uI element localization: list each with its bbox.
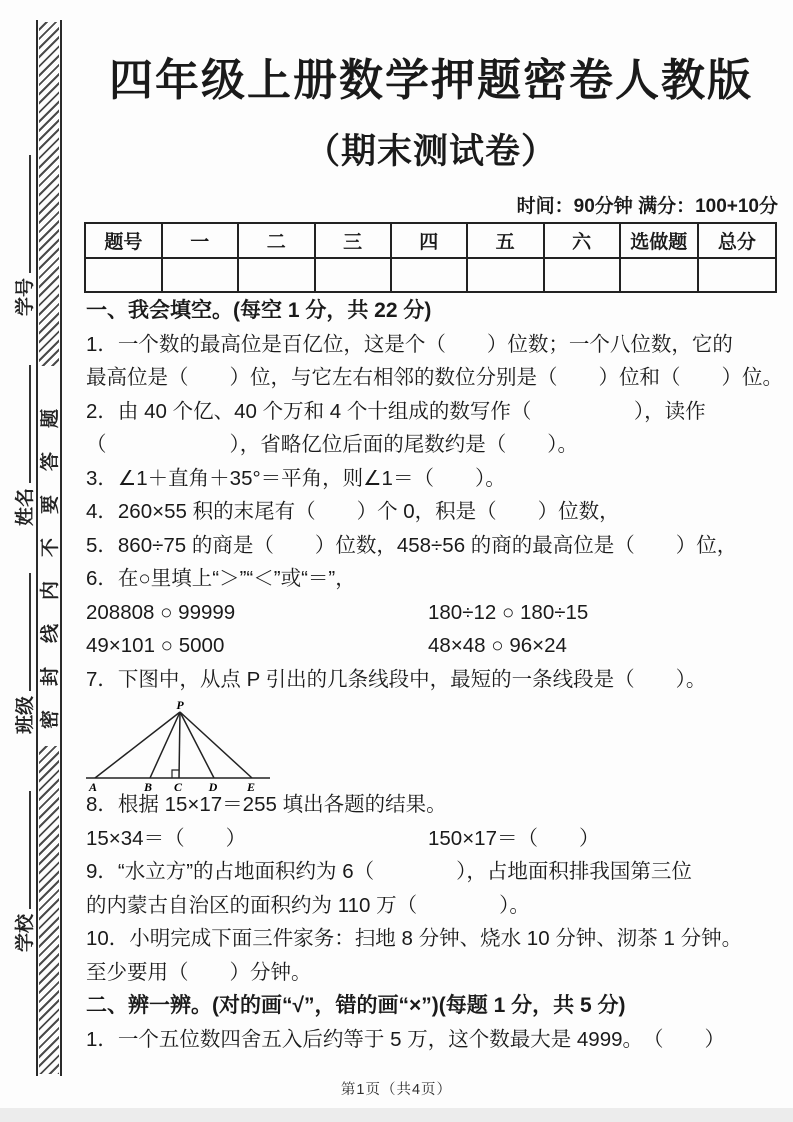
field-underline (16, 573, 31, 691)
question-1-line-2: 最高位是（ ）位，与它左右相邻的数位分别是（ ）位和（ ）位。 (86, 366, 783, 389)
section-two-question-1: 1．一个五位数四舍五入后约等于 5 万，这个数最大是 4999。 （ ） (86, 1027, 725, 1051)
score-table-empty-row (85, 258, 776, 292)
score-cell (698, 258, 776, 292)
student-field-label: 学号 (15, 277, 36, 316)
score-table-header-row (85, 223, 776, 258)
score-header-three: 三 (315, 223, 391, 258)
student-field-label: 学校 (15, 913, 36, 952)
exam-title: 四年级上册数学押题密卷人教版 (109, 56, 753, 105)
point-label-c: C (173, 780, 183, 794)
comparison-row-1 (86, 596, 778, 630)
section-one-heading: 一、我会填空。(每空 1 分，共 22 分) (86, 299, 432, 322)
question-1-line-1: 1．一个数的最高位是百亿位，这是个（ ）位数；一个八位数，它的 (86, 332, 733, 356)
field-underline (16, 155, 31, 273)
seal-warning-text: 密封线内不要答题 (40, 385, 61, 730)
comparison-row-2 (86, 629, 778, 663)
binding-hatch-top (39, 22, 59, 366)
point-label-a: A (88, 780, 98, 794)
score-header-two: 二 (238, 223, 315, 258)
score-header-six: 六 (544, 223, 620, 258)
binding-hatch-bottom (39, 746, 59, 1074)
question-8-item: 15×34＝（ ） (86, 826, 247, 850)
exam-subtitle: （期末测试卷） (304, 132, 557, 171)
question-8: 8．根据 15×17＝255 填出各题的结果。 (86, 793, 447, 816)
question-2-line-2: （ ），省略亿位后面的尾数约是（ ）。 (86, 433, 578, 456)
point-label-b: B (143, 780, 153, 794)
question-10-line-1: 10．小明完成下面三件家务：扫地 8 分钟、烧水 10 分钟、沏茶 1 分钟。 (86, 927, 743, 950)
question-8-answers-row (86, 822, 778, 856)
score-cell (544, 258, 620, 292)
score-header-total: 总分 (698, 223, 776, 258)
question-9-line-2: 的内蒙古自治区的面积约为 110 万（ ）。 (86, 893, 530, 917)
student-field-number (10, 144, 34, 316)
score-header-four: 四 (391, 223, 467, 258)
field-underline (16, 365, 31, 483)
segments-figure-drawing (86, 698, 286, 796)
score-cell (238, 258, 315, 292)
score-cell (315, 258, 391, 292)
score-cell (620, 258, 698, 292)
question-5: 5．860÷75 的商是（ ）位数，458÷56 的商的最高位是（ ）位， (86, 533, 738, 557)
point-label-d: D (208, 780, 218, 794)
score-header-one: 一 (162, 223, 238, 258)
student-field-label: 班级 (15, 695, 36, 734)
student-field-school (10, 780, 34, 952)
comparison-item: 48×48 ○ 96×24 (428, 634, 567, 657)
question-area (86, 294, 783, 1056)
question-2-line-1: 2．由 40 个亿、40 个万和 4 个十组成的数写作（ ），读作 (86, 399, 706, 423)
score-cell (391, 258, 467, 292)
question-3: 3．∠1＋直角＋35°＝平角，则∠1＝（ ）。 (86, 466, 506, 490)
score-header-optional: 选做题 (620, 223, 698, 258)
scan-edge-shadow (0, 1108, 793, 1122)
field-underline (16, 791, 31, 909)
score-header-question-number: 题号 (85, 223, 162, 258)
score-table (84, 222, 777, 293)
segments-figure (86, 696, 778, 794)
student-field-class (10, 562, 34, 734)
question-9-line-1: 9．“水立方”的占地面积约为 6（ ），占地面积排我国第三位 (86, 860, 692, 883)
page-number: 第1页（共4页） (340, 1082, 453, 1098)
question-8-item: 150×17＝（ ） (428, 826, 600, 850)
student-field-name (10, 354, 34, 526)
exam-time-score-info: 时间：90分钟 满分：100+10分 (516, 196, 778, 217)
point-label-e: E (246, 780, 256, 794)
section-two-heading: 二、辨一辨。(对的画“√”，错的画“×”)(每题 1 分，共 5 分) (86, 994, 626, 1017)
student-field-label: 姓名 (15, 487, 36, 526)
question-7: 7．下图中，从点 P 引出的几条线段中，最短的一条线段是（ ）。 (86, 667, 707, 691)
point-label-p: P (176, 698, 184, 712)
question-6: 6．在○里填上“＞”“＜”或“＝”， (86, 567, 356, 590)
score-cell (467, 258, 544, 292)
score-cell (85, 258, 162, 292)
question-4: 4．260×55 积的末尾有（ ）个 0，积是（ ）位数， (86, 500, 620, 523)
question-10-line-2: 至少要用（ ）分钟。 (86, 960, 312, 984)
score-header-five: 五 (467, 223, 544, 258)
comparison-item: 49×101 ○ 5000 (86, 634, 225, 657)
comparison-item: 208808 ○ 99999 (86, 600, 236, 624)
score-cell (162, 258, 238, 292)
comparison-item: 180÷12 ○ 180÷15 (428, 600, 589, 624)
